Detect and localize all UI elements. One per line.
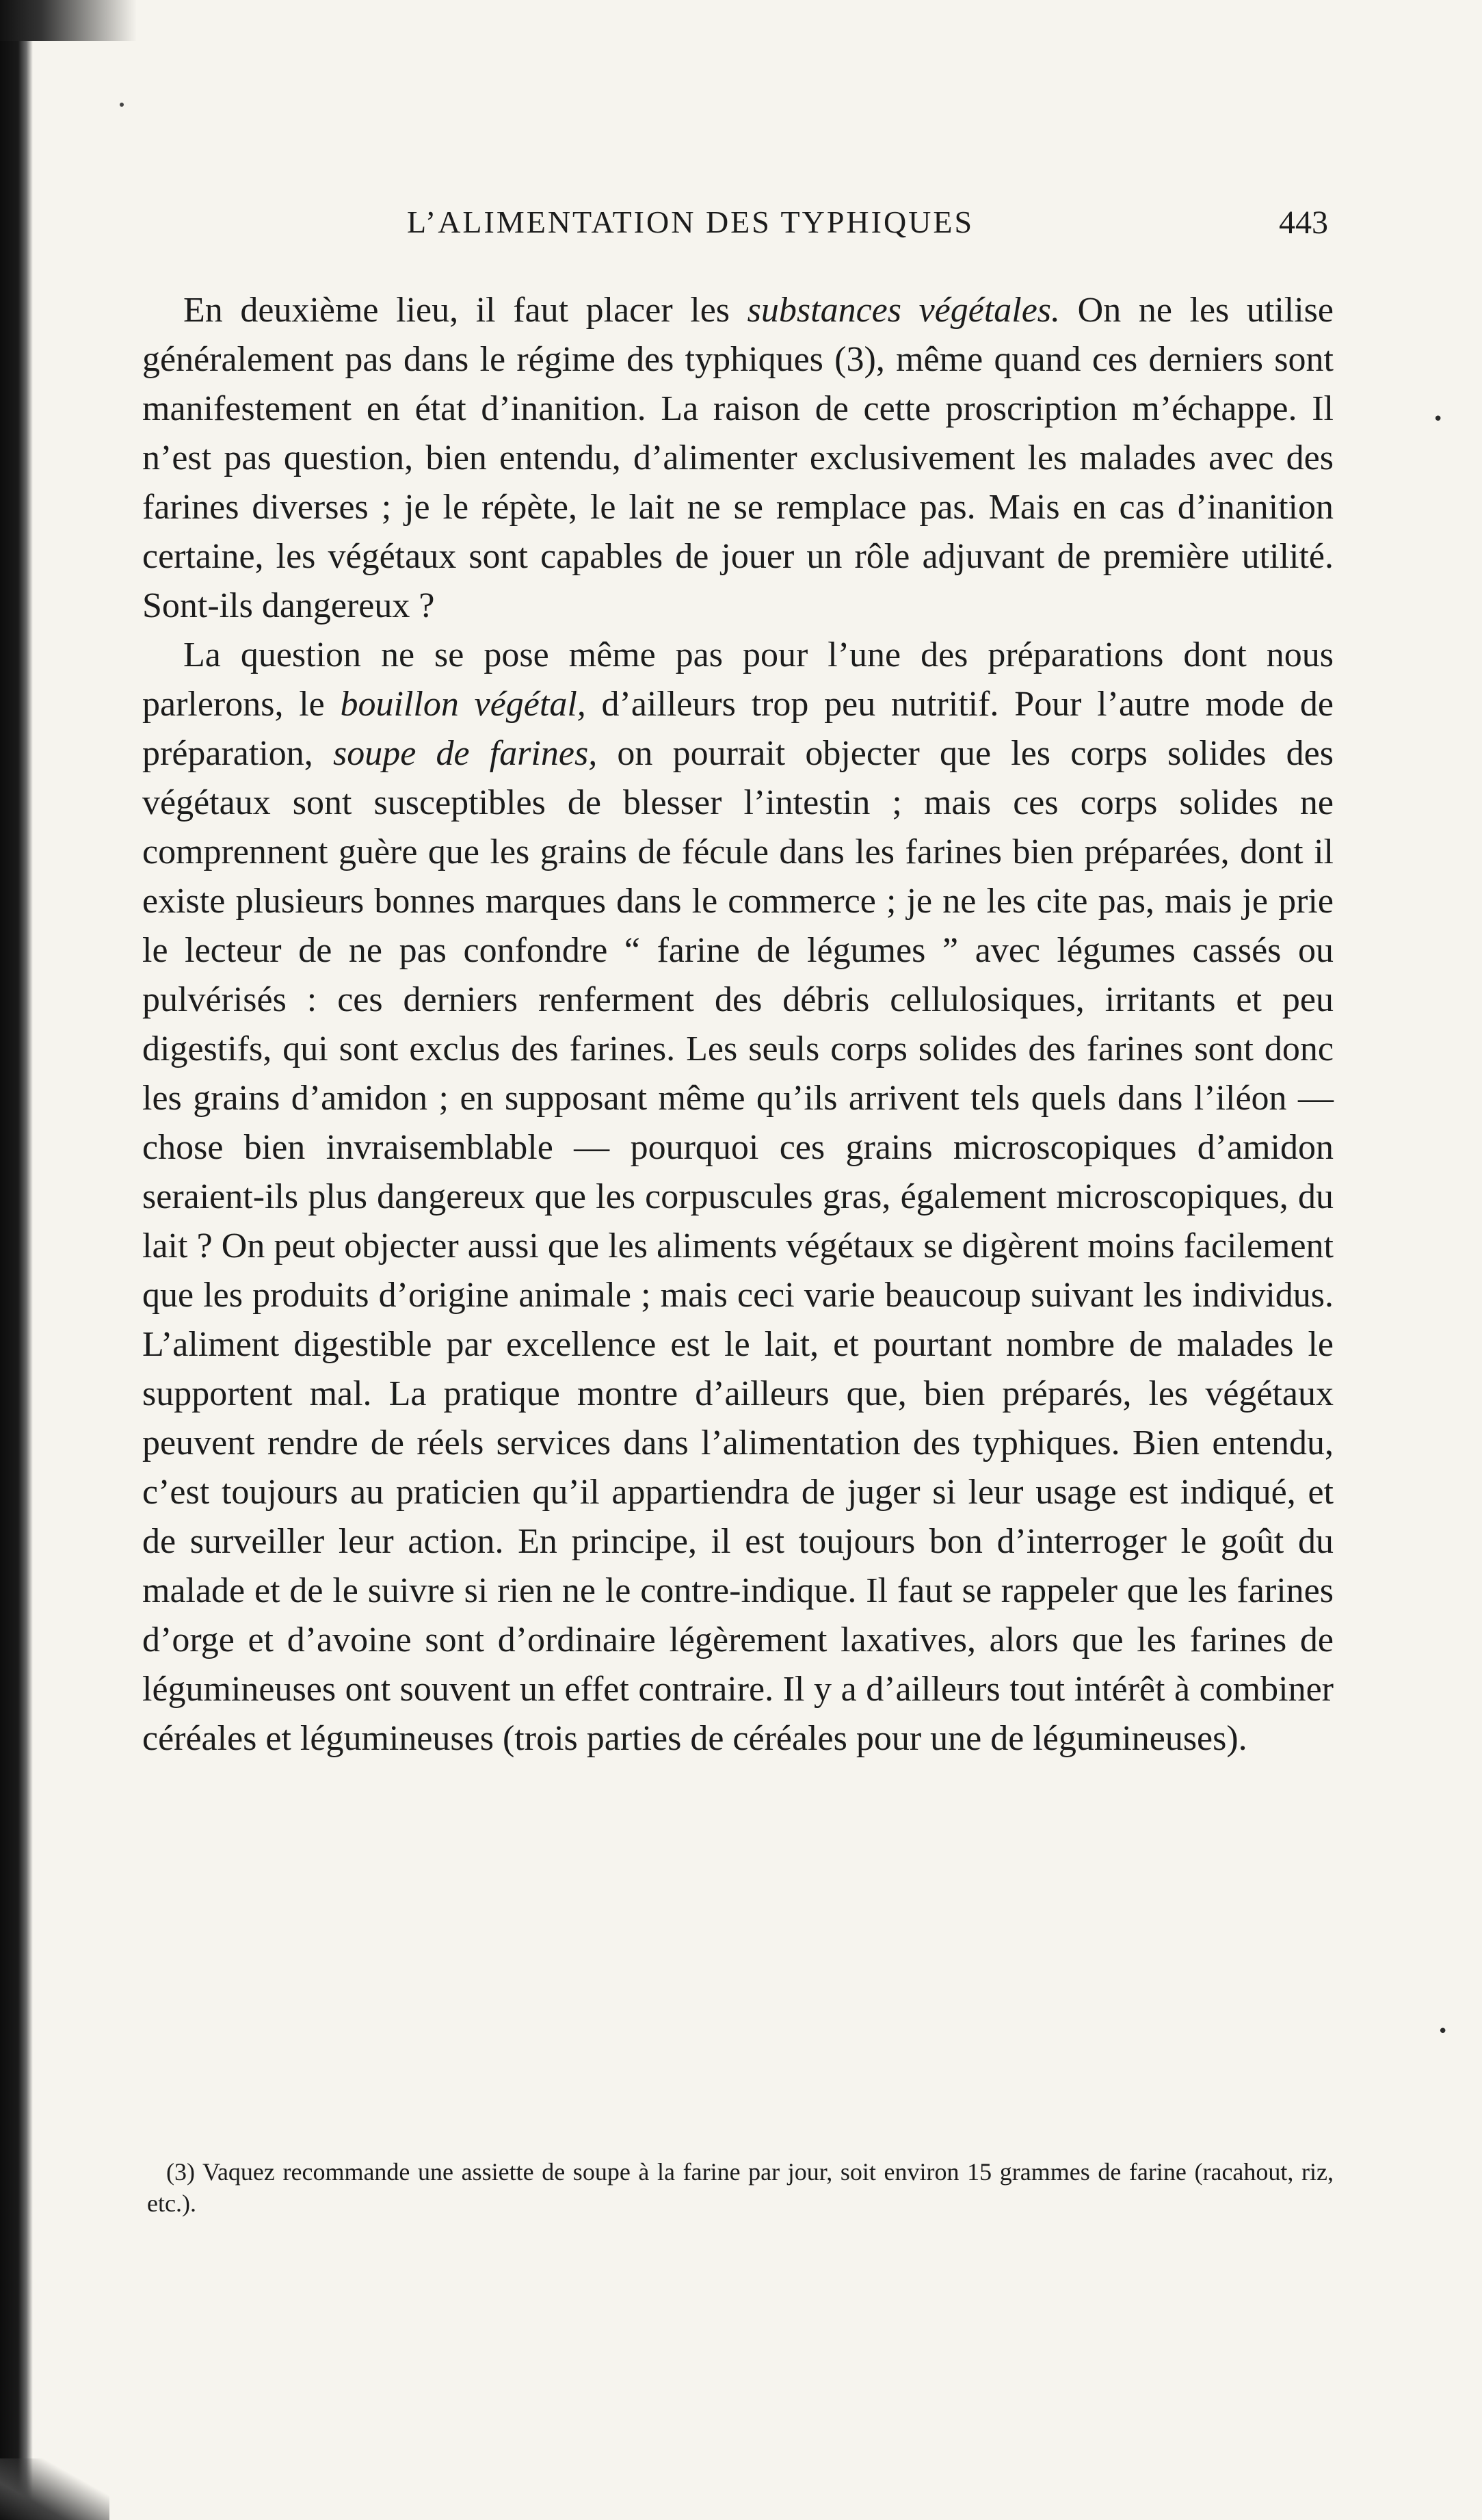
text-segment: En deuxième lieu, il faut placer les [183, 291, 747, 330]
running-head: L’ALIMENTATION DES TYPHIQUES [407, 205, 975, 239]
footnote: (3) Vaquez recommande une assiette de soupe à la farine par jour, soit environ 15 grammes de farine (racahout, riz, etc.). [147, 2158, 1334, 2217]
body-text [142, 286, 1334, 1763]
page-binding-edge [0, 0, 33, 2520]
margin-mark: • [1433, 409, 1444, 430]
ink-speck [120, 103, 124, 107]
page-number: 443 [1279, 205, 1328, 241]
page-binding-edge-top [0, 0, 137, 41]
text-segment: La question ne se pose même pas pour l’une des préparations dont nous parlerons, le [142, 635, 1334, 724]
page-binding-edge-bottom [0, 2458, 109, 2520]
page-header [147, 204, 1328, 252]
paragraph [142, 631, 1334, 1763]
paragraph [142, 286, 1334, 631]
text-segment: d’ailleurs trop peu nutritif. Pour l’autre mode de préparation, [142, 685, 1334, 773]
italic-text: bouillon végétal, [340, 685, 586, 724]
margin-mark: • [1438, 2021, 1448, 2042]
italic-text: soupe de farines, [332, 734, 598, 773]
text-segment: on pourrait objecter que les corps solides des végétaux sont susceptibles de blesser l’intestin ; mais ces corps solides ne comprennent guère que les grains de fécule dans les farines bien préparées, dont il existe plusieurs bonnes marques dans le commerce ; je ne les cite pas, mais je prie le lecteur de ne pas confondre “ farine de légumes ” avec légumes cassés ou pulvérisés : ces derniers renferment des débris cellulosiques, irritants et peu digestifs, qui sont exclus des farines. Les seuls corps solides des farines sont donc les grains d’amidon ; en supposant même qu’ils arrivent tels quels dans l’iléon — chose bien invraisemblable — pourquoi ces grains microscopiques d’amidon seraient-ils plus dangereux que les corpuscules gras, également microscopiques, du lait ? On peut objecter aussi que les aliments végétaux se digèrent moins facilement que les produits d’origine animale ; mais ceci varie beaucoup suivant les individus. L’aliment digestible par excellence est le lait, et pourtant nombre de malades le supportent mal. La pratique montre d’ailleurs que, bien préparés, les végétaux peuvent rendre de réels services dans l’alimentation des typhiques. Bien entendu, c’est toujours au praticien qu’il appartiendra de juger si leur usage est indiqué, et de surveiller leur action. En principe, il est toujours bon d’interroger le goût du malade et de le suivre si rien ne le contre-indique. Il faut se rappeler que les farines d’orge et d’avoine sont d’ordinaire légèrement laxatives, alors que les farines de légumineuses ont souvent un effet contraire. Il y a d’ailleurs tout intérêt à combiner céréales et légumineuses (trois parties de céréales pour une de légumineuses). [142, 734, 1334, 1758]
text-segment: On ne les utilise généralement pas dans le régime des typhiques (3), même quand ces derniers sont manifestement en état d’inanition. La raison de cette proscription m’échappe. Il n’est pas question, bien entendu, d’alimenter exclusivement les malades avec des farines diverses ; je le répète, le lait ne se remplace pas. Mais en cas d’inanition certaine, les végétaux sont capables de jouer un rôle adjuvant de première utilité. Sont-ils dangereux ? [142, 291, 1334, 625]
italic-text: substances végétales. [747, 291, 1061, 330]
